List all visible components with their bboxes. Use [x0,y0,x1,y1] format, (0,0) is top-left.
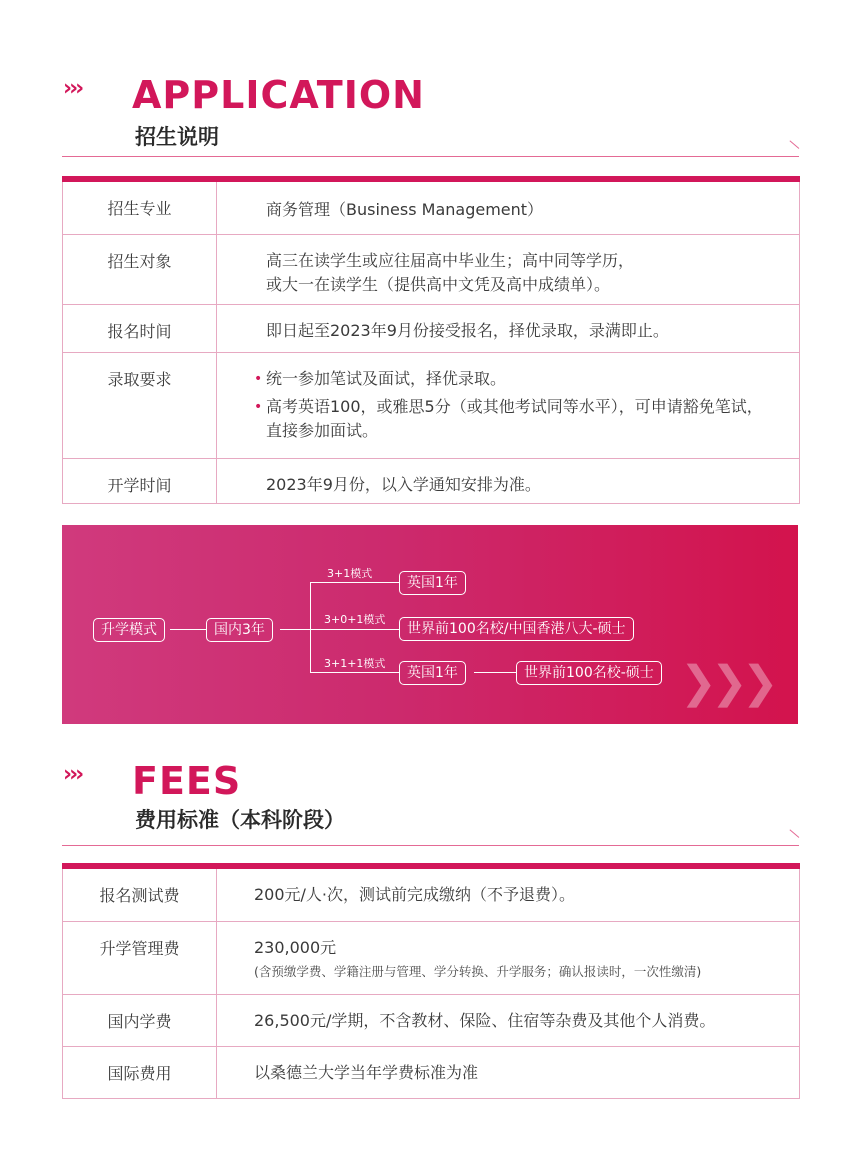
row-label: 招生专业 [107,199,172,218]
row-label: 开学时间 [107,475,172,495]
route-step-box: 英国1年 [399,571,466,595]
row-note: (含预缴学费、学籍注册与管理、学分转换、升学服务；确认报读时，一次性缴清) [254,963,702,979]
pathway-start-box: 升学模式 [93,618,165,642]
application-table [62,176,800,504]
route-mode-label: 3+0+1模式 [324,613,386,626]
row-value: 26,500元/学期，不含教材、保险、住宿等杂费及其他个人消费。 [254,1010,716,1030]
table-row [63,234,800,304]
table-row [63,921,800,994]
section-subtitle-fees: 费用标准（本科阶段） [135,808,345,832]
chevron-right-icon: ››› [63,762,82,787]
branch-line [310,672,399,673]
pathway-domestic-box: 国内3年 [206,618,273,642]
connector-line [170,629,206,630]
route-step-box: 世界前100名校-硕士 [516,661,662,685]
table-row [63,179,800,234]
chevron-decoration-icon: ❯❯❯ [680,657,773,708]
row-value: 以桑德兰大学当年学费标准为准 [254,1062,479,1082]
route-mode-label: 3+1+1模式 [324,657,386,670]
list-item: • 统一参加笔试及面试，择优录取。 [254,367,799,391]
section-title-fees: FEES [132,759,242,803]
bullet-icon: • [254,370,263,387]
section-divider-tip [789,140,799,148]
table-row [63,866,800,921]
row-value: 2023年9月份，以入学通知安排为准。 [266,474,541,494]
pathway-banner [62,525,798,724]
section-title-application: APPLICATION [132,73,425,117]
section-divider [62,156,799,157]
row-value: 商务管理（Business Management） [266,200,544,219]
route-step-box: 世界前100名校/中国香港八大-硕士 [399,617,634,641]
table-row [63,458,800,503]
list-item-continuation: 直接参加面试。 [266,420,379,440]
table-row [63,352,800,458]
connector-line [474,672,516,673]
row-label: 升学管理费 [99,938,180,958]
list-item: • 高考英语100，或雅思5分（或其他考试同等水平），可申请豁免笔试， [254,395,799,419]
table-row [63,304,800,352]
table-row [63,1046,800,1098]
row-value: 230,000元 [254,937,337,957]
branch-line [310,629,399,630]
row-label: 报名时间 [107,321,172,341]
branch-line [310,582,399,583]
route-step-box: 英国1年 [399,661,466,685]
row-value: 200元/人·次，测试前完成缴纳（不予退费）。 [254,885,576,904]
route-mode-label: 3+1模式 [327,567,373,580]
bullet-icon: • [254,398,263,415]
row-label: 招生对象 [107,251,172,271]
section-divider [62,845,799,846]
section-subtitle-application: 招生说明 [135,125,219,149]
row-label: 报名测试费 [99,886,180,905]
row-value: 即日起至2023年9月份接受报名，择优录取，录满即止。 [266,320,669,340]
section-divider-tip [789,829,799,837]
row-label: 录取要求 [107,369,172,389]
row-label: 国内学费 [107,1011,172,1031]
row-value-line: 高三在读学生或应往届高中毕业生；高中同等学历， [266,250,635,270]
fees-table [62,863,800,1099]
row-value-line: 或大一在读学生（提供高中文凭及高中成绩单）。 [266,274,611,294]
branch-line [310,582,311,672]
row-label: 国际费用 [107,1063,172,1083]
table-row [63,994,800,1046]
connector-line [280,629,310,630]
chevron-right-icon: ››› [63,76,82,101]
